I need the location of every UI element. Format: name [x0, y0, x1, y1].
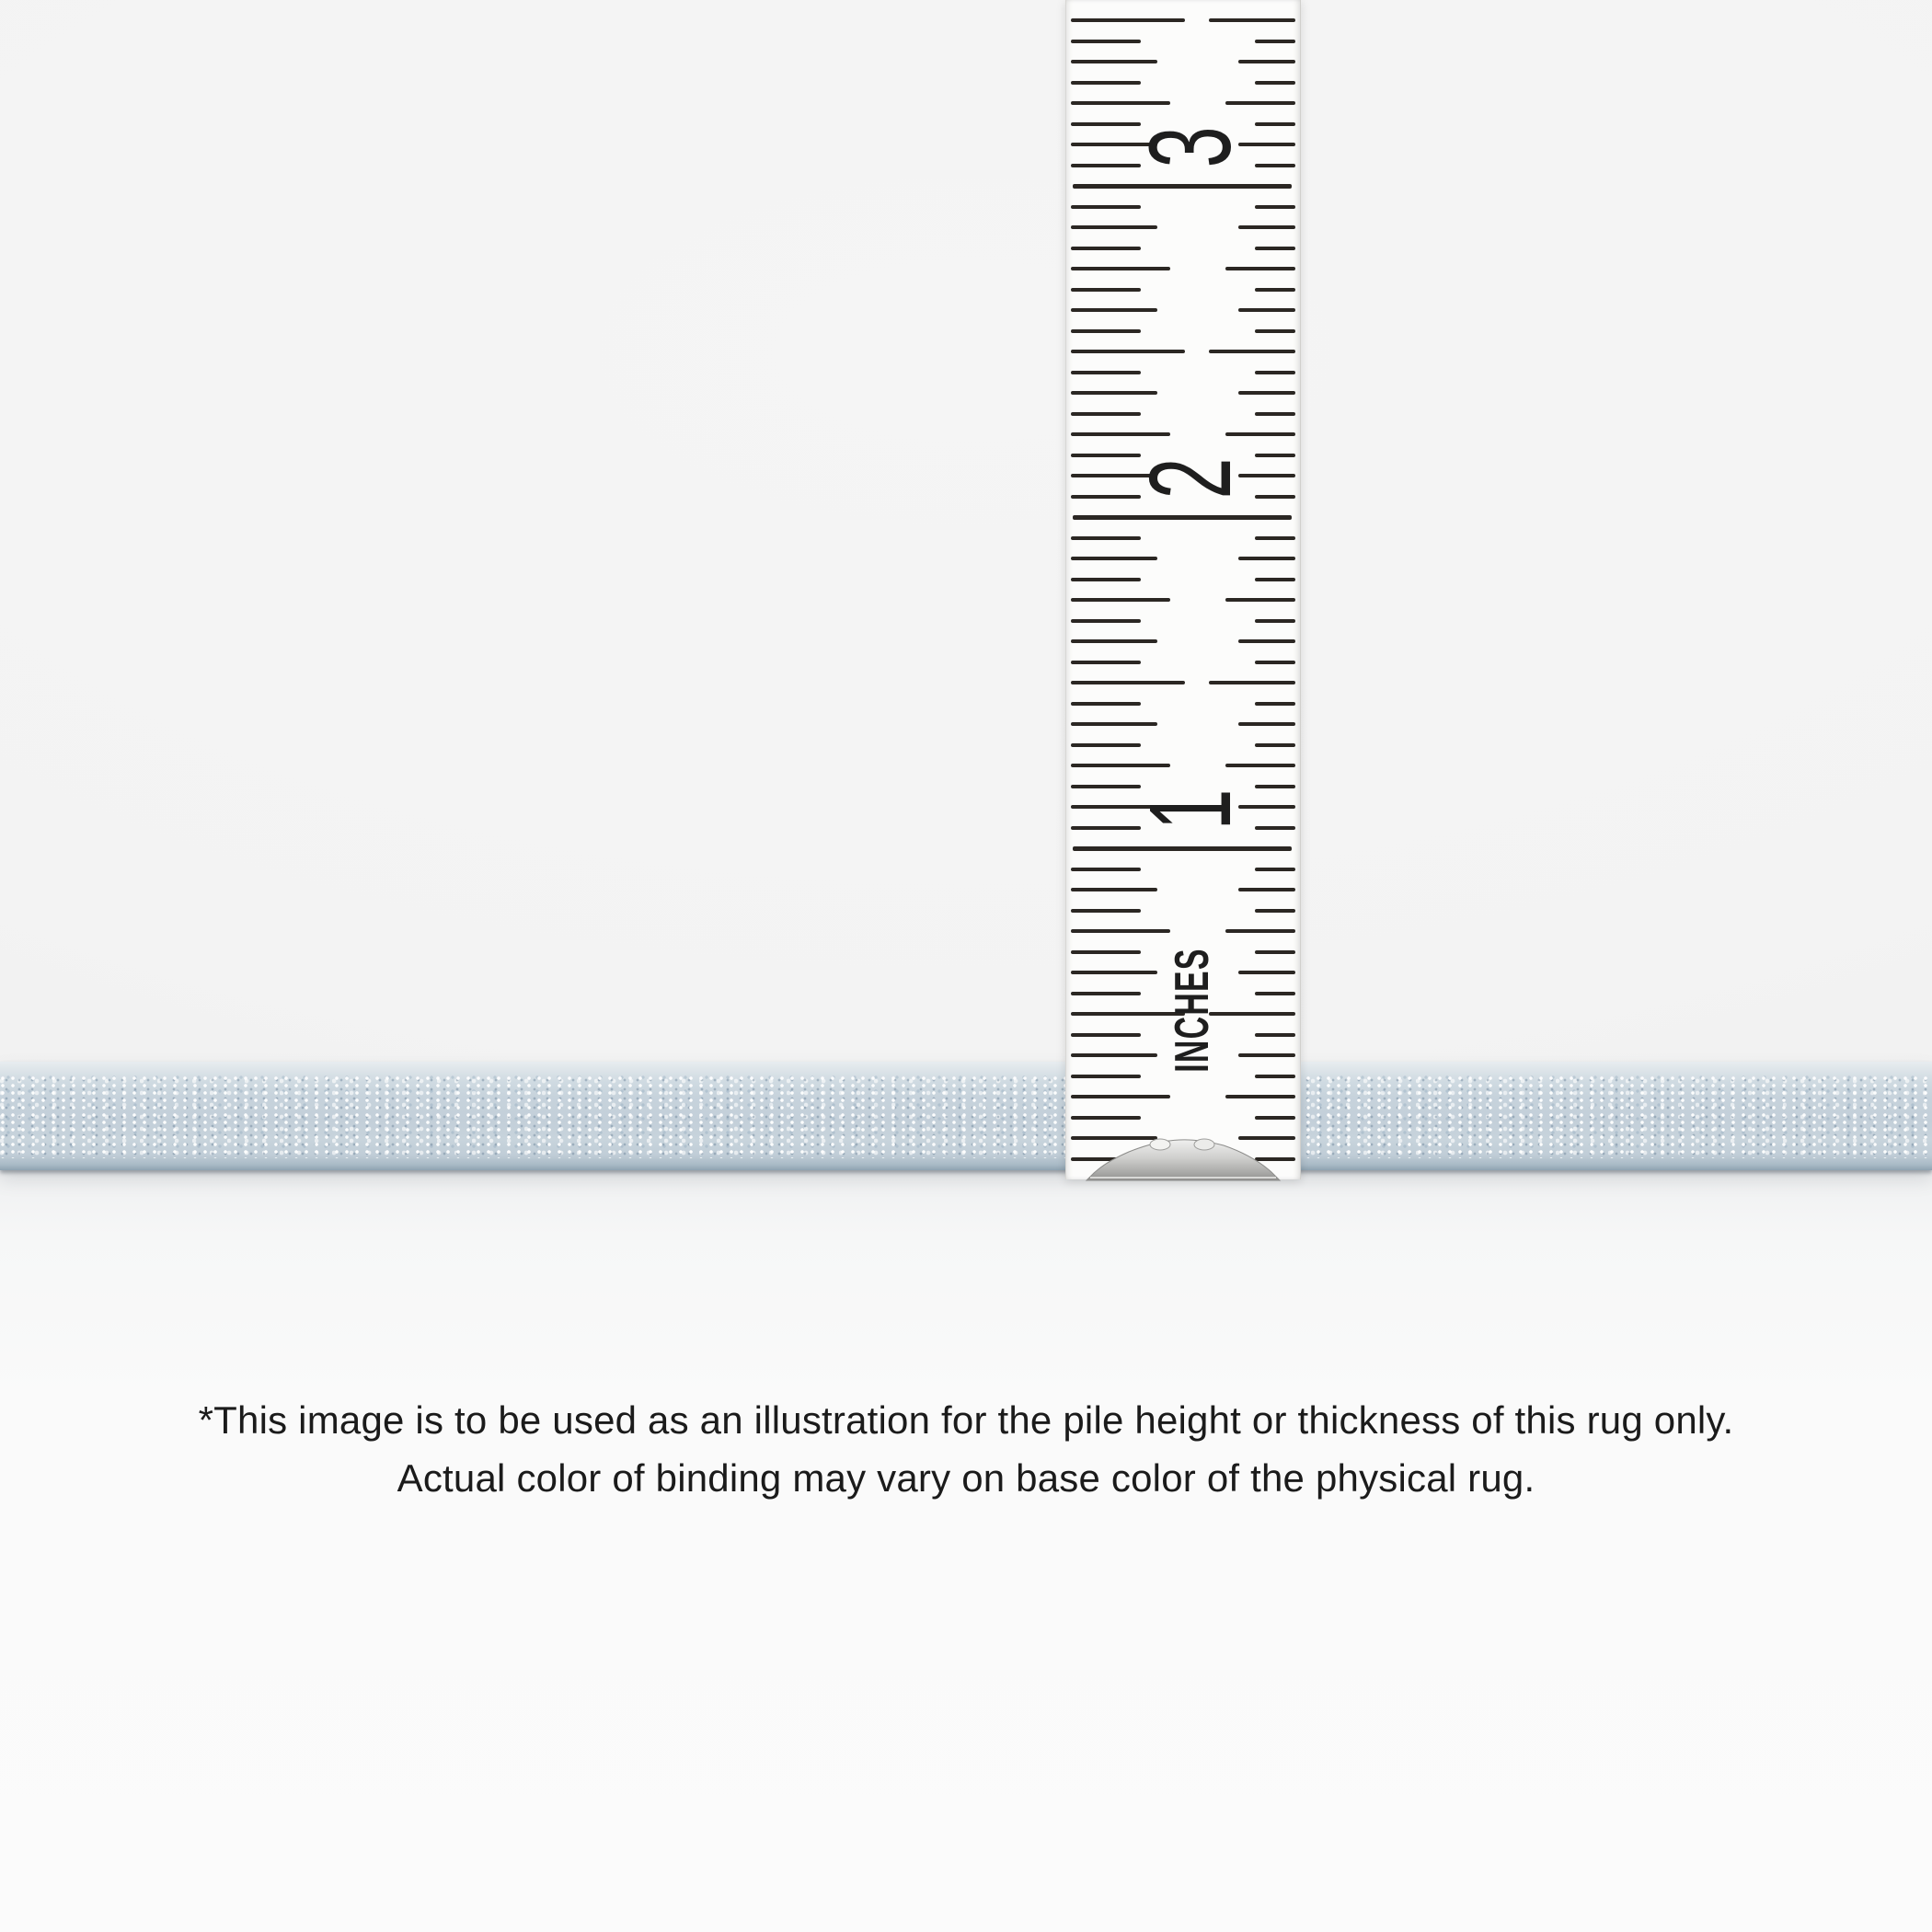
ruler-tick — [1255, 164, 1295, 167]
ruler-tick — [1255, 454, 1295, 457]
ruler-tick — [1238, 1053, 1295, 1057]
ruler-tick — [1071, 1053, 1157, 1057]
floor-surface — [0, 1170, 1932, 1932]
ruler-tick — [1225, 267, 1295, 270]
ruler-tick — [1071, 785, 1141, 788]
ruler-inch-line — [1073, 184, 1292, 189]
ruler-tick — [1071, 267, 1170, 270]
ruler-inch-line — [1073, 515, 1292, 520]
ruler-tick — [1238, 60, 1295, 63]
ruler-tick — [1225, 1095, 1295, 1098]
ruler-tick — [1071, 247, 1141, 250]
ruler-tick — [1255, 495, 1295, 499]
ruler-tick — [1071, 639, 1157, 643]
ruler-tick — [1071, 661, 1141, 664]
ruler-tick — [1071, 308, 1157, 312]
ruler-tick — [1071, 1075, 1141, 1078]
ruler-tick — [1071, 101, 1170, 105]
ruler-tick — [1238, 639, 1295, 643]
ruler-tick — [1071, 329, 1141, 333]
ruler-tick — [1071, 578, 1141, 581]
ruler-tick — [1071, 598, 1170, 602]
ruler-tick — [1071, 868, 1141, 871]
ruler-tick — [1071, 371, 1141, 374]
ruler-tick — [1071, 350, 1185, 353]
ruler-tick — [1071, 18, 1185, 22]
ruler-tick — [1238, 971, 1295, 974]
ruler-tick — [1071, 288, 1141, 292]
ruler-tick — [1238, 557, 1295, 560]
ruler-tick — [1071, 557, 1157, 560]
ruler-tick — [1071, 743, 1141, 747]
ruler-tick — [1238, 391, 1295, 395]
ruler-tick — [1255, 661, 1295, 664]
ruler-tick — [1209, 1012, 1295, 1016]
ruler-tick — [1071, 60, 1157, 63]
ruler-tick — [1255, 329, 1295, 333]
ruler-tick — [1071, 432, 1170, 436]
ruler-tick — [1255, 247, 1295, 250]
ruler-tick — [1071, 950, 1141, 954]
ruler-tick — [1255, 81, 1295, 85]
ruler-tick — [1255, 785, 1295, 788]
ruler-tick — [1071, 971, 1157, 974]
ruler-inch-line — [1073, 846, 1292, 851]
ruler-tick — [1255, 288, 1295, 292]
ruler-tick — [1225, 929, 1295, 933]
ruler-tick — [1255, 1075, 1295, 1078]
ruler-tick — [1255, 992, 1295, 995]
ruler-tick — [1071, 1116, 1141, 1120]
ruler-tick — [1225, 598, 1295, 602]
ruler-tick — [1255, 950, 1295, 954]
ruler-tick — [1255, 909, 1295, 913]
caption-line-1: *This image is to be used as an illustration for the pile height or thickness of this rug only. — [198, 1398, 1734, 1442]
ruler-tick — [1255, 412, 1295, 416]
ruler-tick — [1255, 578, 1295, 581]
ruler-tick — [1071, 929, 1170, 933]
ruler-tick — [1071, 391, 1157, 395]
ruler-tick — [1255, 702, 1295, 706]
ruler-tick — [1255, 40, 1295, 43]
ruler-tick — [1209, 681, 1295, 684]
ruler-tick — [1071, 681, 1185, 684]
ruler-tick — [1071, 619, 1141, 623]
ruler-tick — [1238, 888, 1295, 891]
ruler-number-2: 2 — [1125, 457, 1255, 500]
ruler-tick — [1255, 536, 1295, 540]
ruler-tick — [1071, 1033, 1141, 1037]
ruler-tick — [1071, 454, 1141, 457]
ruler-tick — [1071, 412, 1141, 416]
tape-end-clip-icon — [1084, 1137, 1282, 1181]
ruler-tick — [1225, 101, 1295, 105]
ruler-tick — [1209, 18, 1295, 22]
ruler-tick — [1255, 122, 1295, 126]
ruler-number-1: 1 — [1125, 788, 1255, 831]
disclaimer-caption — [0, 1391, 1932, 1507]
rug-cross-section — [0, 1062, 1932, 1170]
ruler-tick — [1071, 992, 1141, 995]
ruler-tick — [1071, 205, 1141, 209]
ruler-tick — [1209, 350, 1295, 353]
ruler-tick — [1071, 81, 1141, 85]
ruler-tick — [1255, 743, 1295, 747]
ruler-tick — [1255, 619, 1295, 623]
ruler-unit-label: INCHES — [1166, 948, 1219, 1073]
ruler-tick — [1238, 722, 1295, 726]
ruler-tick — [1225, 432, 1295, 436]
ruler-tick — [1071, 122, 1141, 126]
ruler-tick — [1238, 308, 1295, 312]
ruler-tick — [1071, 909, 1141, 913]
ruler-tick — [1255, 1116, 1295, 1120]
ruler-tick — [1255, 1033, 1295, 1037]
ruler-tick — [1071, 536, 1141, 540]
ruler-tick — [1071, 1095, 1170, 1098]
ruler-tick — [1071, 722, 1157, 726]
ruler-tick — [1071, 702, 1141, 706]
caption-line-2: Actual color of binding may vary on base color of the physical rug. — [397, 1456, 1535, 1500]
ruler-tick — [1071, 40, 1141, 43]
ruler-tick — [1255, 205, 1295, 209]
ruler-tick — [1238, 225, 1295, 229]
ruler-tick — [1071, 888, 1157, 891]
measuring-tape — [1065, 0, 1301, 1179]
rug-pile-texture — [0, 1075, 1932, 1158]
ruler-tick — [1255, 826, 1295, 830]
ruler-tick — [1071, 225, 1157, 229]
ruler-number-3: 3 — [1125, 126, 1255, 168]
ruler-tick — [1255, 868, 1295, 871]
ruler-tick — [1071, 764, 1170, 767]
ruler-tick — [1255, 371, 1295, 374]
ruler-tick — [1225, 764, 1295, 767]
